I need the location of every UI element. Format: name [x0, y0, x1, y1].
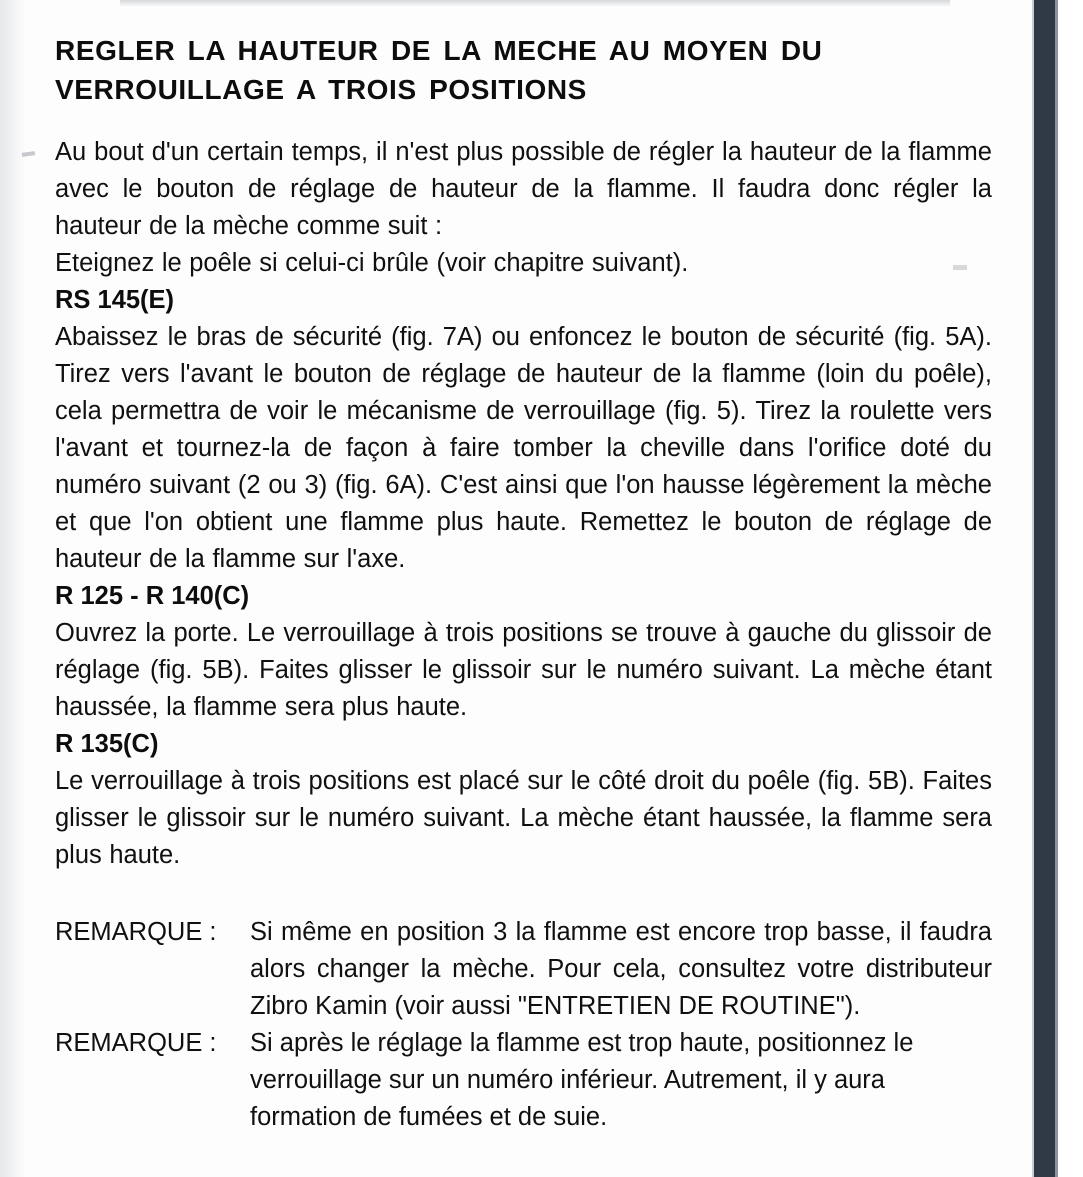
section-heading-r125-r140c: R 125 - R 140(C): [55, 582, 250, 610]
remark-text: Si même en position 3 la flamme est encore trop basse, il faudra alors changer la mèche. Pour cela, consultez votre distributeur Zibro Kamin (voir aussi "ENTRETIEN DE ROUTINE").: [250, 918, 992, 1020]
page-title: REGLER LA HAUTEUR DE LA MECHE AU MOYEN DU VERROUILLAGE A TROIS POSITIONS: [55, 35, 823, 105]
viewer-scrollbar[interactable]: [1032, 0, 1058, 1177]
remark-label: REMARQUE :: [55, 918, 217, 946]
remark-text: Si après le réglage la flamme est trop haute, positionnez le verrouillage sur un numéro inférieur. Autrement, il y aura formation de fumées et de suie.: [250, 1029, 914, 1131]
remark-item: [55, 1025, 992, 1136]
section-body-r125-r140c: Ouvrez la porte. Le verrouillage à trois positions se trouve à gauche du glissoir de réglage (fig. 5B). Faites glisser le glissoir sur le numéro suivant. La mèche étant haussée, la flamme sera plus haute.: [55, 619, 992, 721]
remark-label: REMARQUE :: [55, 1029, 217, 1057]
section-body-r135c: Le verrouillage à trois positions est placé sur le côté droit du poêle (fig. 5B). Faites glisser le glissoir sur le numéro suivant. La mèche étant haussée, la flamme sera plus haute.: [55, 767, 992, 869]
remark-item: [55, 914, 992, 1025]
document-text-column: [55, 0, 992, 1136]
section-heading-r135c: R 135(C): [55, 730, 159, 758]
scan-artifact-left: [0, 0, 26, 1177]
intro-paragraph: Au bout d'un certain temps, il n'est plus possible de régler la hauteur de la flamme avec le bouton de réglage de hauteur de la flamme. Il faudra donc régler la hauteur de la mèche comme suit :: [55, 138, 992, 240]
intro-extinguish-line: Eteignez le poêle si celui-ci brûle (voir chapitre suivant).: [55, 249, 689, 277]
scan-speck: [22, 151, 35, 157]
viewer-right-gutter: [1058, 0, 1083, 1177]
section-heading-rs145e: RS 145(E): [55, 286, 175, 314]
section-body-rs145e: Abaissez le bras de sécurité (fig. 7A) ou enfoncez le bouton de sécurité (fig. 5A). Tirez vers l'avant le bouton de réglage de hauteur de la flamme (loin du poêle), cela permettra de voir le mécanisme de verrouillage (fig. 5). Tirez la roulette vers l'avant et tournez-la de façon à faire tomber la cheville dans l'orifice doté du numéro suivant (2 ou 3) (fig. 6A). C'est ainsi que l'on hausse légèrement la mèche et que l'on obtient une flamme plus haute. Remettez le bouton de réglage de hauteur de la flamme sur l'axe.: [55, 323, 992, 573]
remarks-list: [55, 914, 992, 1136]
